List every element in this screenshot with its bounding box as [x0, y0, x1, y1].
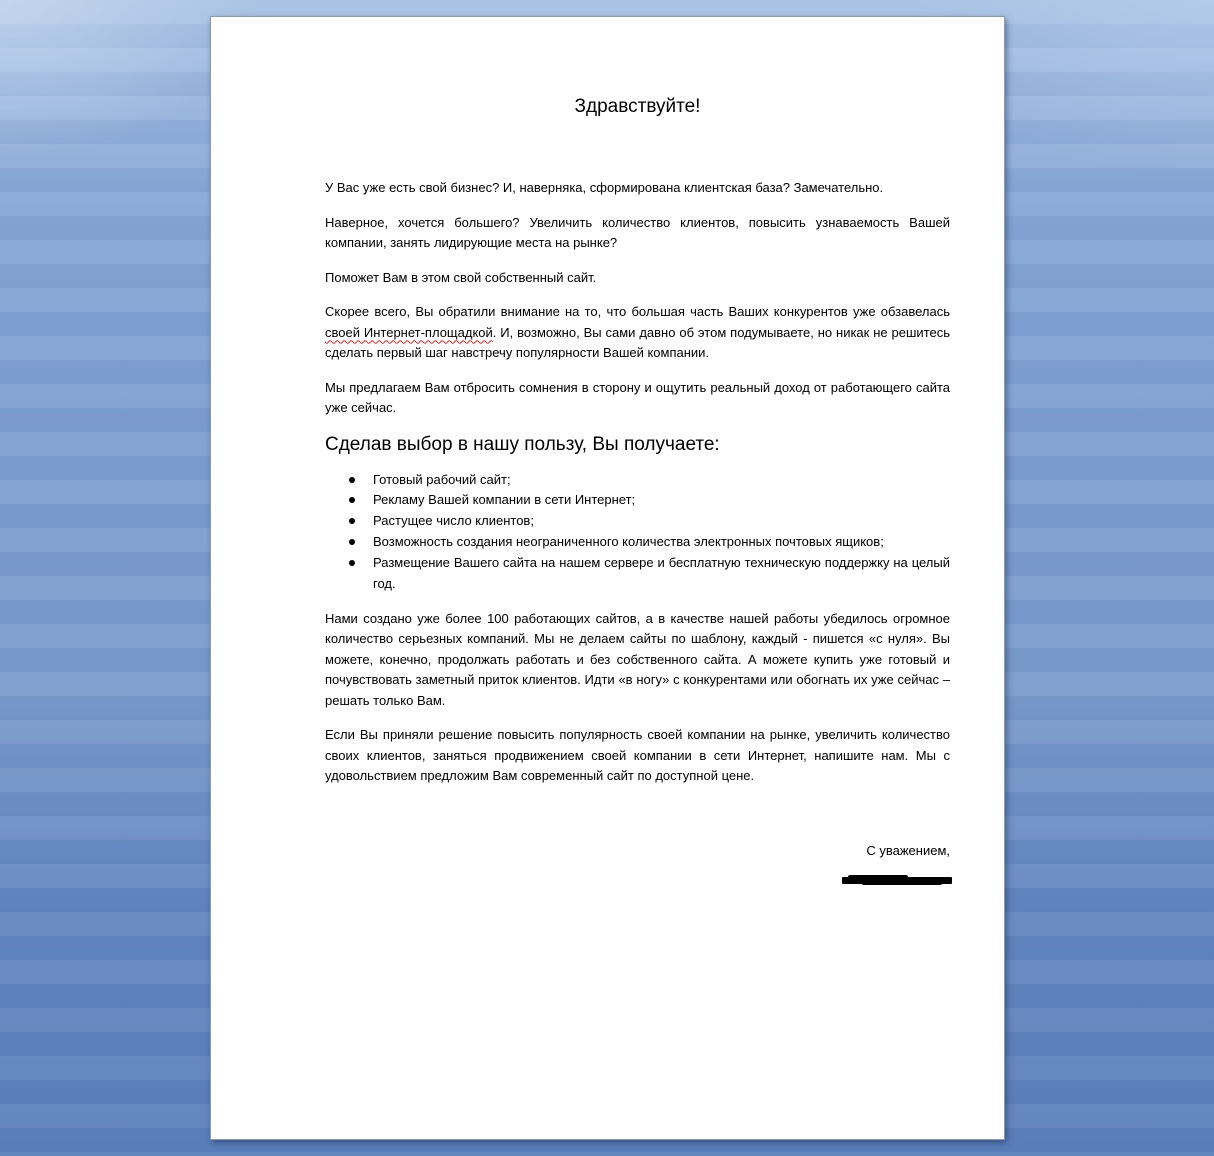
- paragraph-portfolio: Нами создано уже более 100 работающих сайтов, а в качестве нашей работы убедилось огромное количество серьезных компаний. Мы не делаем сайты по шаблону, каждый - пишется «с нуля». Вы можете, конечно, продолжать работать и без собственного сайта. А можете купить уже готовый и почувствовать заметный приток клиентов. Идти «в ногу» с конкурентами или обогнать их уже сейчас – решать только Вам.: [325, 610, 950, 708]
- paragraph-want-more: Наверное, хочется большего? Увеличить количество клиентов, повысить узнаваемость Вашей компании, занять лидирующие места на рынке?: [325, 214, 950, 250]
- list-item-text: Растущее число клиентов;: [373, 513, 534, 529]
- greeting-title: Здравствуйте!: [574, 96, 701, 117]
- bullet-icon: [349, 539, 355, 545]
- list-item-text: Возможность создания неограниченного количества электронных почтовых ящиков;: [373, 534, 884, 550]
- paragraph-own-site: Поможет Вам в этом свой собственный сайт.: [325, 269, 597, 285]
- paragraph-call-to-action: Если Вы приняли решение повысить популярность своей компании на рынке, увеличить количество своих клиентов, заняться продвижением своей компании в сети Интернет, напишите нам. Мы с удовольствием предложим Вам современный сайт по доступной цене.: [325, 727, 950, 784]
- list-item: [325, 490, 950, 511]
- paragraph-competitors-part1: Скорее всего, Вы обратили внимание на то, что большая часть Ваших конкурентов уже обзавелась: [325, 304, 950, 319]
- list-item-text: Размещение Вашего сайта на нашем сервере и бесплатную техническую поддержку на целый год.: [373, 555, 950, 592]
- list-item-text: Готовый рабочий сайт;: [373, 471, 511, 487]
- list-item: [325, 511, 950, 532]
- spellcheck-flagged-phrase[interactable]: своей Интернет-площадкой: [325, 324, 493, 340]
- paragraph-business: У Вас уже есть свой бизнес? И, наверняка, сформирована клиентская база? Замечательно.: [325, 180, 884, 195]
- list-item: [325, 553, 950, 595]
- benefits-heading: Сделав выбор в нашу пользу, Вы получаете:: [325, 433, 720, 455]
- signature-area: [325, 874, 950, 888]
- list-item: [325, 532, 950, 553]
- benefits-list: [325, 470, 950, 595]
- page-content: [325, 95, 950, 888]
- closing-regards: С уважением,: [866, 842, 950, 858]
- bullet-icon: [349, 518, 355, 524]
- paragraph-competitors-part2: . И, возможно, Вы сами давно об этом подумываете, но никак не решитесь сделать первый шаг навстречу популярности Вашей компании.: [325, 324, 951, 360]
- paragraph-competitors: [325, 302, 950, 364]
- bullet-icon: [349, 477, 355, 483]
- redacted-signature: [842, 877, 952, 884]
- list-item: [325, 470, 950, 491]
- paragraph-offer: Мы предлагаем Вам отбросить сомнения в сторону и ощутить реальный доход от работающего сайта уже сейчас.: [325, 379, 950, 415]
- document-page[interactable]: [210, 16, 1005, 1140]
- bullet-icon: [349, 497, 355, 503]
- list-item-text: Рекламу Вашей компании в сети Интернет;: [373, 492, 636, 508]
- bullet-icon: [349, 560, 355, 566]
